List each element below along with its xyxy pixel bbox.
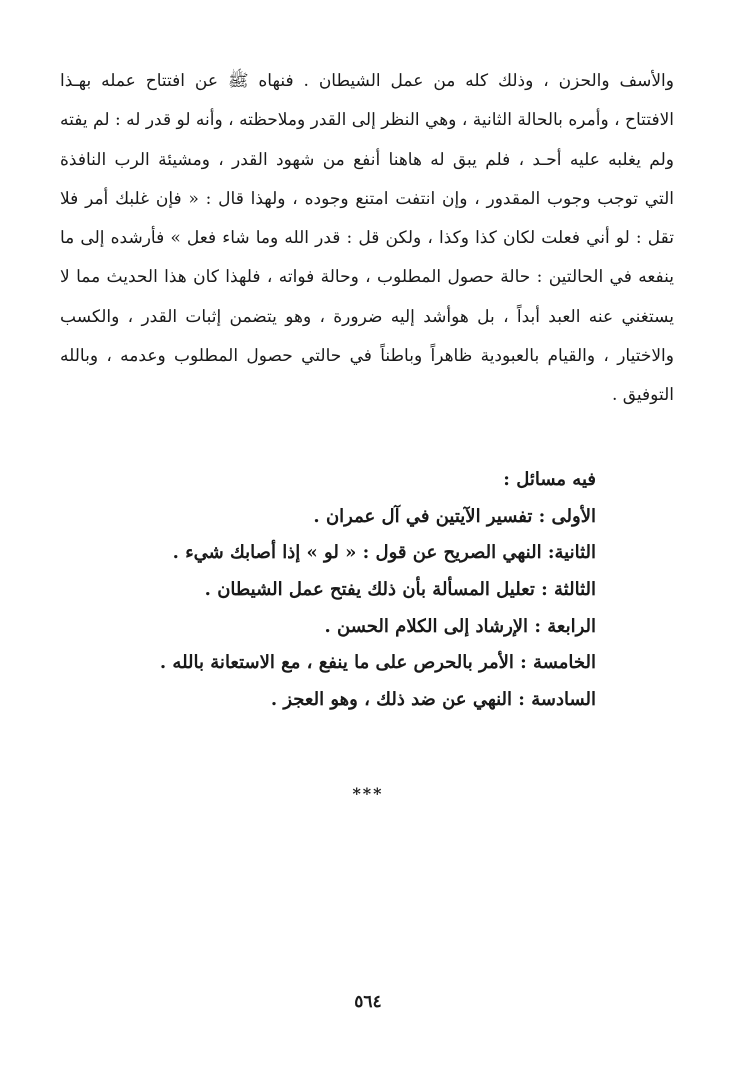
section-separator: ***	[352, 784, 384, 803]
paragraph-line: تقل : لو أني فعلت لكان كذا وكذا ، ولكن قل : قدر الله وما شاء فعل » فأرشده إلى ما	[60, 228, 674, 249]
issue-item: الأولى : تفسير الآيتين في آل عمران .	[313, 505, 596, 527]
issues-list	[160, 462, 596, 719]
paragraph-line: ولم يغلبه عليه أحـد ، فلم يبق له هاهنا أنفع من شهود القدر ، ومشيئة الرب النافذة	[60, 149, 674, 170]
issue-item: الثالثة : تعليل المسألة بأن ذلك يفتح عمل الشيطان .	[204, 579, 596, 601]
paragraph-line: التوفيق .	[611, 385, 674, 406]
page-number: ٥٦٤	[354, 992, 382, 1012]
body-paragraph	[60, 62, 674, 416]
issue-item: السادسة : النهي عن ضد ذلك ، وهو العجز .	[270, 689, 596, 711]
issues-heading: فيه مسائل :	[503, 469, 596, 490]
paragraph-line: التي توجب وجوب المقدور ، وإن انتفت امتنع وجوده ، ولهذا قال : « فإن غلبك أمر فلا	[60, 188, 674, 209]
paragraph-line: الافتتاح ، وأمره بالحالة الثانية ، وهي النظر إلى القدر وملاحظته ، وأنه لو قدر له : لم يفته	[60, 110, 674, 131]
issue-item: الثانية: النهي الصريح عن قول : « لو » إذا أصابك شيء .	[172, 542, 596, 564]
paragraph-line: والاختيار ، والقيام بالعبودية ظاهراً وباطناً في حالتي حصول المطلوب وعدمه ، وبالله	[60, 346, 674, 367]
issue-item: الخامسة : الأمر بالحرص على ما ينفع ، مع الاستعانة بالله .	[159, 652, 596, 674]
issue-item: الرابعة : الإرشاد إلى الكلام الحسن .	[324, 615, 596, 637]
paragraph-line: والأسف والحزن ، وذلك كله من عمل الشيطان . فنهاه ﷺ عن افتتاح عمله بهـذا	[60, 71, 674, 91]
paragraph-line: ينفعه في الحالتين : حالة حصول المطلوب ، وحالة فواته ، فلهذا كان هذا الحديث مما لا	[60, 267, 674, 288]
paragraph-line: يستغني عنه العبد أبداً ، بل هوأشد إليه ضرورة ، وهو يتضمن إثبات القدر ، والكسب	[60, 306, 674, 327]
